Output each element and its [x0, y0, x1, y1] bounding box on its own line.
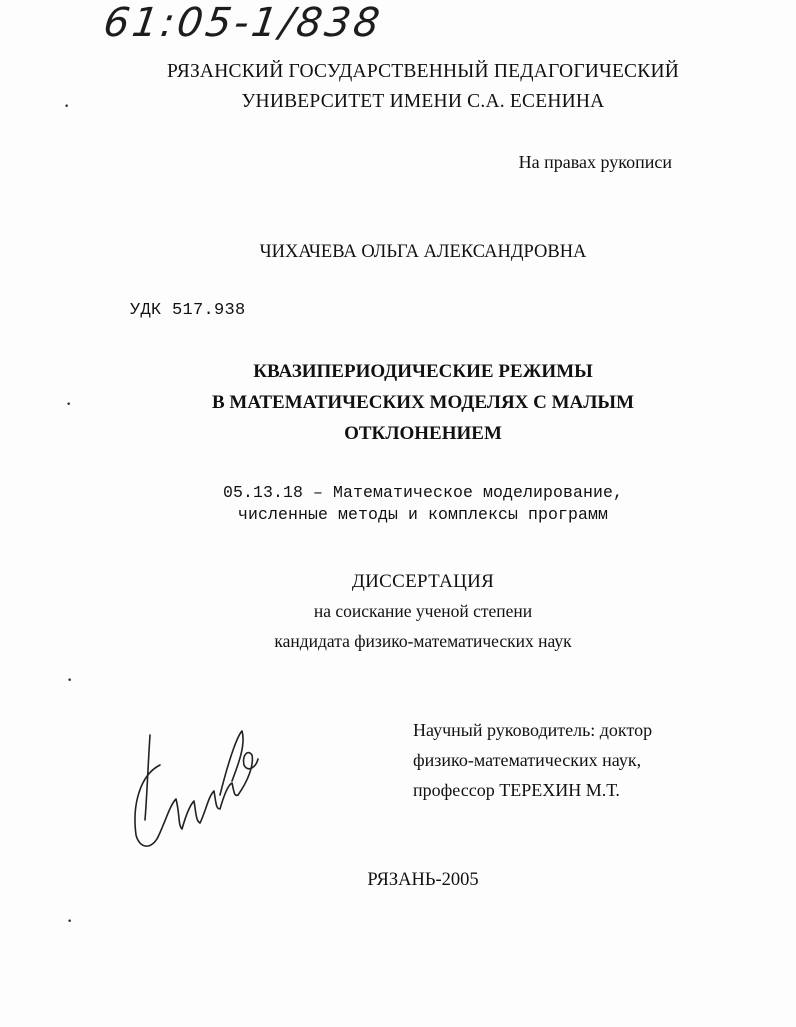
title-line-2: В МАТЕМАТИЧЕСКИХ МОДЕЛЯХ С МАЛЫМ	[211, 392, 635, 413]
title-line-3: ОТКЛОНЕНИЕМ	[344, 423, 502, 444]
archive-code-handwritten: 61:05-1/838	[100, 0, 386, 46]
udk-code: УДК 517.938	[130, 301, 246, 320]
margin-mark: •	[64, 102, 70, 112]
title-line-1: КВАЗИПЕРИОДИЧЕСКИЕ РЕЖИМЫ	[253, 361, 593, 382]
supervisor-line-2: физико-математических наук,	[413, 750, 642, 770]
manuscript-rights: На правах рукописи	[518, 152, 672, 172]
specialty-line-1: 05.13.18 – Математическое моделирование,	[222, 483, 624, 502]
margin-mark: •	[66, 400, 72, 410]
margin-mark: •	[67, 676, 73, 686]
margin-mark: •	[67, 917, 73, 927]
supervisor-line-1: Научный руководитель: доктор	[413, 720, 653, 740]
supervisor-line-3: профессор ТЕРЕХИН М.Т.	[413, 780, 620, 800]
author-name: ЧИХАЧЕВА ОЛЬГА АЛЕКСАНДРОВНА	[259, 242, 587, 262]
degree-line-1: на соискание ученой степени	[313, 601, 533, 621]
dissertation-heading: ДИССЕРТАЦИЯ	[351, 571, 495, 592]
university-line-2: УНИВЕРСИТЕТ ИМЕНИ С.А. ЕСЕНИНА	[241, 91, 605, 112]
specialty-line-2: численные методы и комплексы программ	[237, 505, 609, 524]
author-signature	[120, 725, 270, 865]
city-year: РЯЗАНЬ-2005	[367, 870, 479, 890]
degree-line-2: кандидата физико-математических наук	[274, 631, 572, 651]
university-line-1: РЯЗАНСКИЙ ГОСУДАРСТВЕННЫЙ ПЕДАГОГИЧЕСКИЙ	[166, 61, 680, 82]
